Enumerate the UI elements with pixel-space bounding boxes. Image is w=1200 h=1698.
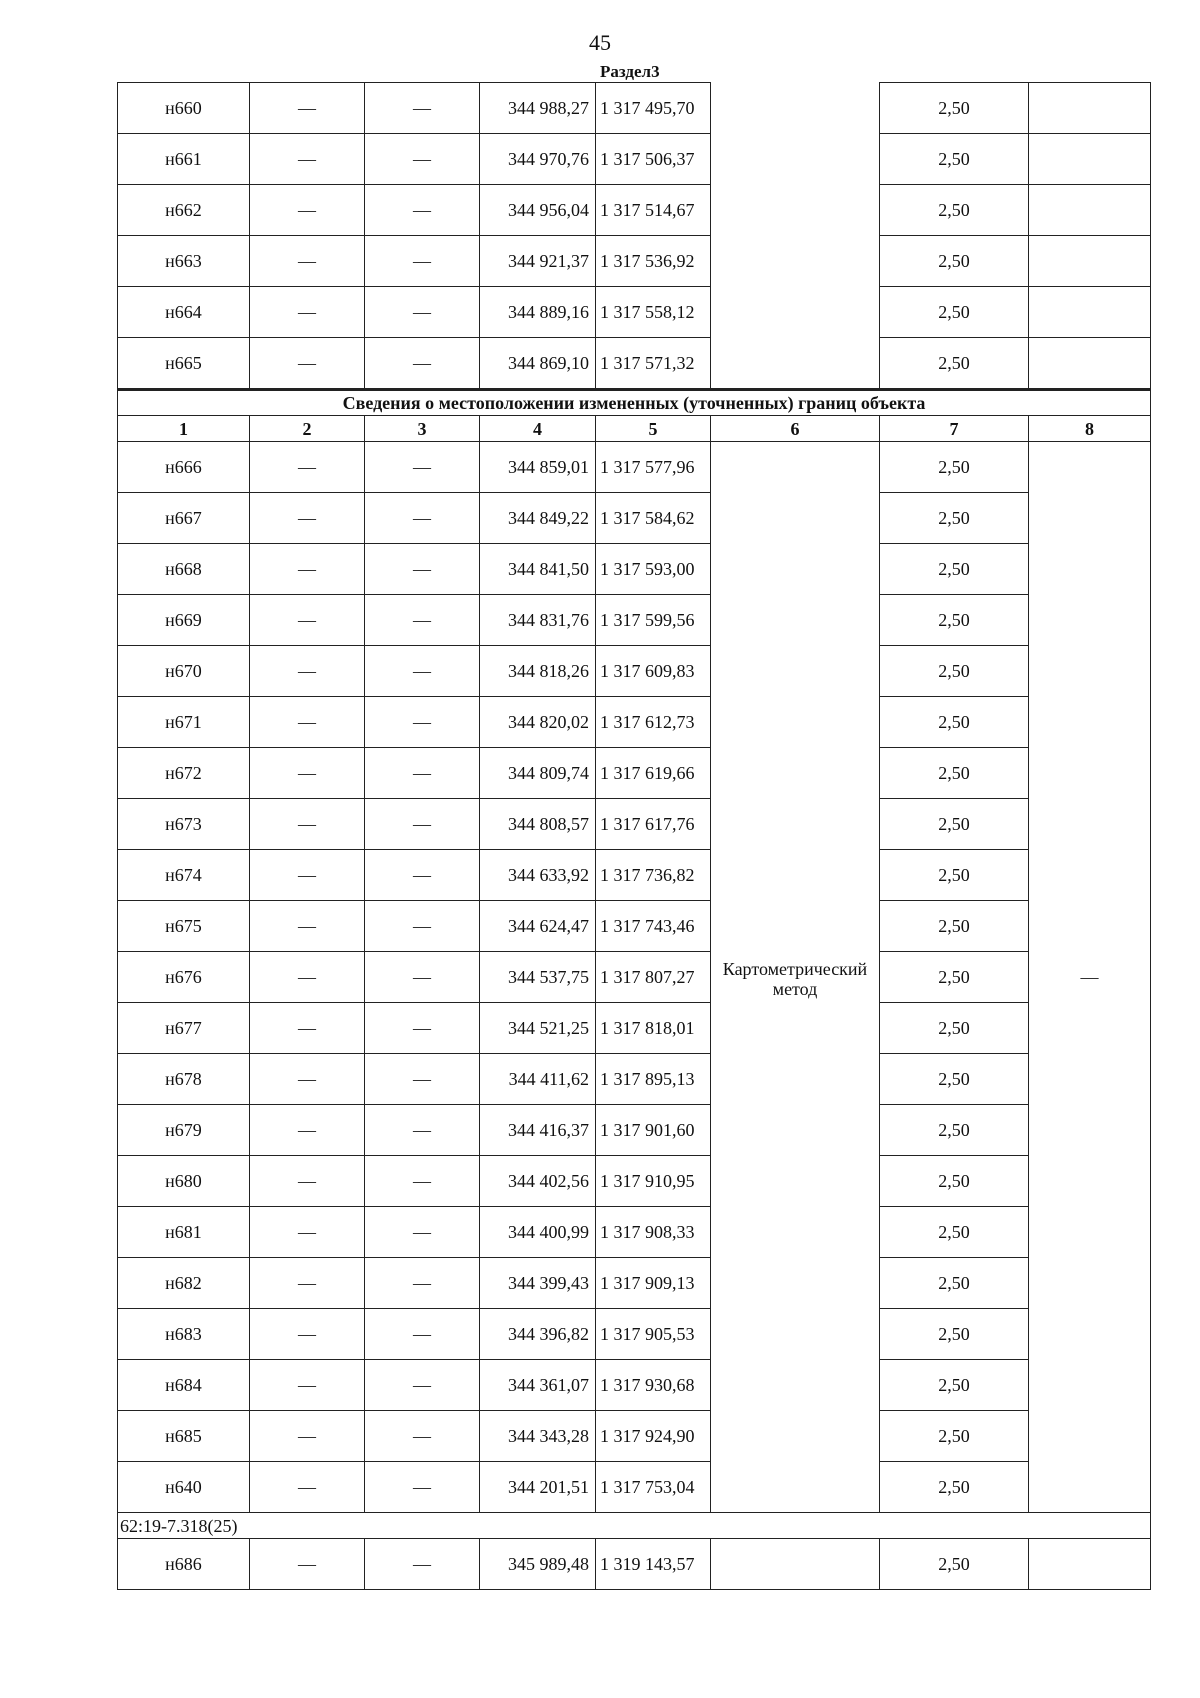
coord-y: 1 317 617,76: [596, 799, 711, 850]
point-id: н683: [118, 1309, 250, 1360]
col2-dash: —: [250, 1360, 365, 1411]
col3-dash: —: [365, 1003, 480, 1054]
accuracy: 2,50: [880, 1411, 1029, 1462]
table-row: [118, 952, 1151, 1003]
point-id: н677: [118, 1003, 250, 1054]
table-row: [118, 1105, 1151, 1156]
col2-dash: —: [250, 799, 365, 850]
accuracy: 2,50: [880, 338, 1029, 390]
accuracy: 2,50: [880, 185, 1029, 236]
table-row: [118, 442, 1151, 493]
coord-y: 1 317 584,62: [596, 493, 711, 544]
col2-dash: —: [250, 1258, 365, 1309]
column-number-8: 8: [1029, 416, 1151, 442]
section-title: Раздел3: [600, 62, 660, 81]
point-id: н660: [118, 83, 250, 134]
coord-y: 1 317 577,96: [596, 442, 711, 493]
method-cell: [711, 134, 880, 185]
coord-x: 344 402,56: [480, 1156, 596, 1207]
point-id: н662: [118, 185, 250, 236]
accuracy: 2,50: [880, 287, 1029, 338]
col3-dash: —: [365, 236, 480, 287]
col2-dash: —: [250, 1411, 365, 1462]
coord-x: 344 809,74: [480, 748, 596, 799]
coord-y: 1 317 536,92: [596, 236, 711, 287]
page-number: 45: [589, 30, 611, 55]
point-id: н682: [118, 1258, 250, 1309]
point-id: н680: [118, 1156, 250, 1207]
point-id: н666: [118, 442, 250, 493]
coord-x: 344 849,22: [480, 493, 596, 544]
coord-x: 344 416,37: [480, 1105, 596, 1156]
coord-x: 344 411,62: [480, 1054, 596, 1105]
method-cell: [711, 442, 880, 1513]
point-id: н675: [118, 901, 250, 952]
col2-dash: —: [250, 1003, 365, 1054]
coord-y: 1 317 910,95: [596, 1156, 711, 1207]
coord-y: 1 317 571,32: [596, 338, 711, 390]
table-row: [118, 646, 1151, 697]
accuracy: 2,50: [880, 901, 1029, 952]
coord-y: 1 317 593,00: [596, 544, 711, 595]
col2-dash: —: [250, 185, 365, 236]
column-number-7: 7: [880, 416, 1029, 442]
coord-y: 1 317 753,04: [596, 1462, 711, 1513]
col2-dash: —: [250, 338, 365, 390]
coord-x: 344 361,07: [480, 1360, 596, 1411]
table-row: [118, 1539, 1151, 1590]
table-parcel-section: [118, 1513, 1151, 1539]
coord-x: 344 521,25: [480, 1003, 596, 1054]
point-id: н673: [118, 799, 250, 850]
table-row: [118, 544, 1151, 595]
accuracy: 2,50: [880, 1207, 1029, 1258]
coord-y: 1 317 736,82: [596, 850, 711, 901]
point-id: н685: [118, 1411, 250, 1462]
coord-y: 1 317 930,68: [596, 1360, 711, 1411]
method-cell: [711, 185, 880, 236]
coord-y: 1 317 612,73: [596, 697, 711, 748]
table-row: [118, 185, 1151, 236]
parcel-label: 62:19-7.318(25): [118, 1513, 1151, 1539]
coord-x: 344 396,82: [480, 1309, 596, 1360]
accuracy: 2,50: [880, 697, 1029, 748]
col2-dash: —: [250, 952, 365, 1003]
col8-cell: [1029, 287, 1151, 338]
table-row: [118, 697, 1151, 748]
coord-x: 344 841,50: [480, 544, 596, 595]
method-cell: [711, 236, 880, 287]
col2-dash: —: [250, 1105, 365, 1156]
col3-dash: —: [365, 595, 480, 646]
coord-x: 344 889,16: [480, 287, 596, 338]
col3-dash: —: [365, 1309, 480, 1360]
method-cell: [711, 1539, 880, 1590]
col8-cell: [1029, 185, 1151, 236]
point-id: н663: [118, 236, 250, 287]
coord-x: 344 921,37: [480, 236, 596, 287]
col8-cell: [1029, 236, 1151, 287]
table-row: [118, 748, 1151, 799]
coord-x: 344 624,47: [480, 901, 596, 952]
column-number-3: 3: [365, 416, 480, 442]
method-cell: [711, 83, 880, 134]
coord-y: 1 317 599,56: [596, 595, 711, 646]
coord-y: 1 317 908,33: [596, 1207, 711, 1258]
point-id: н665: [118, 338, 250, 390]
col2-dash: —: [250, 1054, 365, 1105]
accuracy: 2,50: [880, 1003, 1029, 1054]
point-id: н684: [118, 1360, 250, 1411]
table-row: [118, 1003, 1151, 1054]
table-header: [118, 390, 1151, 442]
col3-dash: —: [365, 185, 480, 236]
col3-dash: —: [365, 697, 480, 748]
point-id: н686: [118, 1539, 250, 1590]
col3-dash: —: [365, 1539, 480, 1590]
col3-dash: —: [365, 83, 480, 134]
table-row: [118, 287, 1151, 338]
table-body-bottom: [118, 1539, 1151, 1590]
coord-x: 344 820,02: [480, 697, 596, 748]
point-id: н672: [118, 748, 250, 799]
col2-dash: —: [250, 646, 365, 697]
coord-y: 1 317 909,13: [596, 1258, 711, 1309]
accuracy: 2,50: [880, 1360, 1029, 1411]
col3-dash: —: [365, 134, 480, 185]
col3-dash: —: [365, 1462, 480, 1513]
col3-dash: —: [365, 1411, 480, 1462]
col3-dash: —: [365, 442, 480, 493]
accuracy: 2,50: [880, 850, 1029, 901]
table-row: [118, 83, 1151, 134]
table-row: [118, 1309, 1151, 1360]
coord-y: 1 319 143,57: [596, 1539, 711, 1590]
point-id: н667: [118, 493, 250, 544]
col3-dash: —: [365, 952, 480, 1003]
column-number-5: 5: [596, 416, 711, 442]
col3-dash: —: [365, 287, 480, 338]
table-row: [118, 799, 1151, 850]
point-id: н676: [118, 952, 250, 1003]
point-id: н669: [118, 595, 250, 646]
point-id: н668: [118, 544, 250, 595]
column-number-4: 4: [480, 416, 596, 442]
coord-y: 1 317 905,53: [596, 1309, 711, 1360]
col2-dash: —: [250, 901, 365, 952]
coord-x: 344 399,43: [480, 1258, 596, 1309]
coord-x: 344 869,10: [480, 338, 596, 390]
coord-y: 1 317 619,66: [596, 748, 711, 799]
accuracy: 2,50: [880, 1462, 1029, 1513]
col2-dash: —: [250, 83, 365, 134]
col3-dash: —: [365, 338, 480, 390]
col2-dash: —: [250, 134, 365, 185]
point-id: н661: [118, 134, 250, 185]
col3-dash: —: [365, 901, 480, 952]
coord-x: 344 831,76: [480, 595, 596, 646]
accuracy: 2,50: [880, 236, 1029, 287]
table-row: [118, 493, 1151, 544]
table-row: [118, 850, 1151, 901]
method-text-line2: метод: [772, 979, 818, 999]
table-row: [118, 1156, 1151, 1207]
col3-dash: —: [365, 493, 480, 544]
coord-x: 344 970,76: [480, 134, 596, 185]
table-row: [118, 1411, 1151, 1462]
col2-dash: —: [250, 544, 365, 595]
table-row: [118, 901, 1151, 952]
coord-y: 1 317 514,67: [596, 185, 711, 236]
table-caption: Сведения о местоположении измененных (уточненных) границ объекта: [118, 390, 1151, 416]
point-id: н640: [118, 1462, 250, 1513]
column-number-2: 2: [250, 416, 365, 442]
col3-dash: —: [365, 799, 480, 850]
col2-dash: —: [250, 1207, 365, 1258]
col3-dash: —: [365, 1360, 480, 1411]
table-row: [118, 134, 1151, 185]
col2-dash: —: [250, 850, 365, 901]
accuracy: 2,50: [880, 83, 1029, 134]
col3-dash: —: [365, 544, 480, 595]
point-id: н674: [118, 850, 250, 901]
col8-cell: [1029, 83, 1151, 134]
coord-x: 344 537,75: [480, 952, 596, 1003]
coord-y: 1 317 743,46: [596, 901, 711, 952]
coordinates-table: [117, 82, 1151, 1590]
table-row: [118, 1054, 1151, 1105]
point-id: н664: [118, 287, 250, 338]
col8-cell: [1029, 134, 1151, 185]
method-text-line1: Картометрический: [722, 959, 868, 979]
coord-x: 344 343,28: [480, 1411, 596, 1462]
accuracy: 2,50: [880, 748, 1029, 799]
col2-dash: —: [250, 1539, 365, 1590]
column-number-1: 1: [118, 416, 250, 442]
accuracy: 2,50: [880, 544, 1029, 595]
accuracy: 2,50: [880, 1156, 1029, 1207]
col3-dash: —: [365, 1105, 480, 1156]
accuracy: 2,50: [880, 646, 1029, 697]
col2-dash: —: [250, 442, 365, 493]
coord-y: 1 317 924,90: [596, 1411, 711, 1462]
accuracy: 2,50: [880, 134, 1029, 185]
point-id: н678: [118, 1054, 250, 1105]
coord-x: 344 808,57: [480, 799, 596, 850]
table-row: [118, 1207, 1151, 1258]
accuracy: 2,50: [880, 952, 1029, 1003]
coord-y: 1 317 609,83: [596, 646, 711, 697]
method-cell: [711, 338, 880, 390]
col2-dash: —: [250, 1462, 365, 1513]
method-cell: [711, 287, 880, 338]
col2-dash: —: [250, 1309, 365, 1360]
table-body-top: [118, 83, 1151, 390]
point-id: н671: [118, 697, 250, 748]
coord-y: 1 317 506,37: [596, 134, 711, 185]
coord-y: 1 317 895,13: [596, 1054, 711, 1105]
col3-dash: —: [365, 850, 480, 901]
accuracy: 2,50: [880, 442, 1029, 493]
col3-dash: —: [365, 1054, 480, 1105]
table-row: [118, 595, 1151, 646]
coord-y: 1 317 901,60: [596, 1105, 711, 1156]
accuracy: 2,50: [880, 799, 1029, 850]
coord-x: 345 989,48: [480, 1539, 596, 1590]
col3-dash: —: [365, 646, 480, 697]
col2-dash: —: [250, 748, 365, 799]
table-row: [118, 1258, 1151, 1309]
accuracy: 2,50: [880, 1258, 1029, 1309]
accuracy: 2,50: [880, 1105, 1029, 1156]
col8-cell: [1029, 338, 1151, 390]
point-id: н681: [118, 1207, 250, 1258]
coord-x: 344 988,27: [480, 83, 596, 134]
coord-y: 1 317 558,12: [596, 287, 711, 338]
accuracy: 2,50: [880, 595, 1029, 646]
col3-dash: —: [365, 748, 480, 799]
col2-dash: —: [250, 287, 365, 338]
accuracy: 2,50: [880, 1309, 1029, 1360]
table-body-main: [118, 442, 1151, 1513]
coord-x: 344 818,26: [480, 646, 596, 697]
coord-x: 344 201,51: [480, 1462, 596, 1513]
col2-dash: —: [250, 236, 365, 287]
coord-x: 344 633,92: [480, 850, 596, 901]
col2-dash: —: [250, 697, 365, 748]
table-row: [118, 1462, 1151, 1513]
coord-x: 344 400,99: [480, 1207, 596, 1258]
coord-y: 1 317 818,01: [596, 1003, 711, 1054]
point-id: н679: [118, 1105, 250, 1156]
table-row: [118, 236, 1151, 287]
accuracy: 2,50: [880, 1539, 1029, 1590]
col2-dash: —: [250, 1156, 365, 1207]
col2-dash: —: [250, 493, 365, 544]
coord-y: 1 317 495,70: [596, 83, 711, 134]
table-row: [118, 338, 1151, 390]
table-row: [118, 1360, 1151, 1411]
point-id: н670: [118, 646, 250, 697]
coord-y: 1 317 807,27: [596, 952, 711, 1003]
coord-x: 344 956,04: [480, 185, 596, 236]
column-number-6: 6: [711, 416, 880, 442]
col2-dash: —: [250, 595, 365, 646]
column-numbers-row: [118, 416, 1151, 442]
accuracy: 2,50: [880, 1054, 1029, 1105]
accuracy: 2,50: [880, 493, 1029, 544]
col8-cell: [1029, 1539, 1151, 1590]
col8-value: —: [1029, 442, 1151, 1513]
coord-x: 344 859,01: [480, 442, 596, 493]
col3-dash: —: [365, 1207, 480, 1258]
col3-dash: —: [365, 1156, 480, 1207]
col3-dash: —: [365, 1258, 480, 1309]
